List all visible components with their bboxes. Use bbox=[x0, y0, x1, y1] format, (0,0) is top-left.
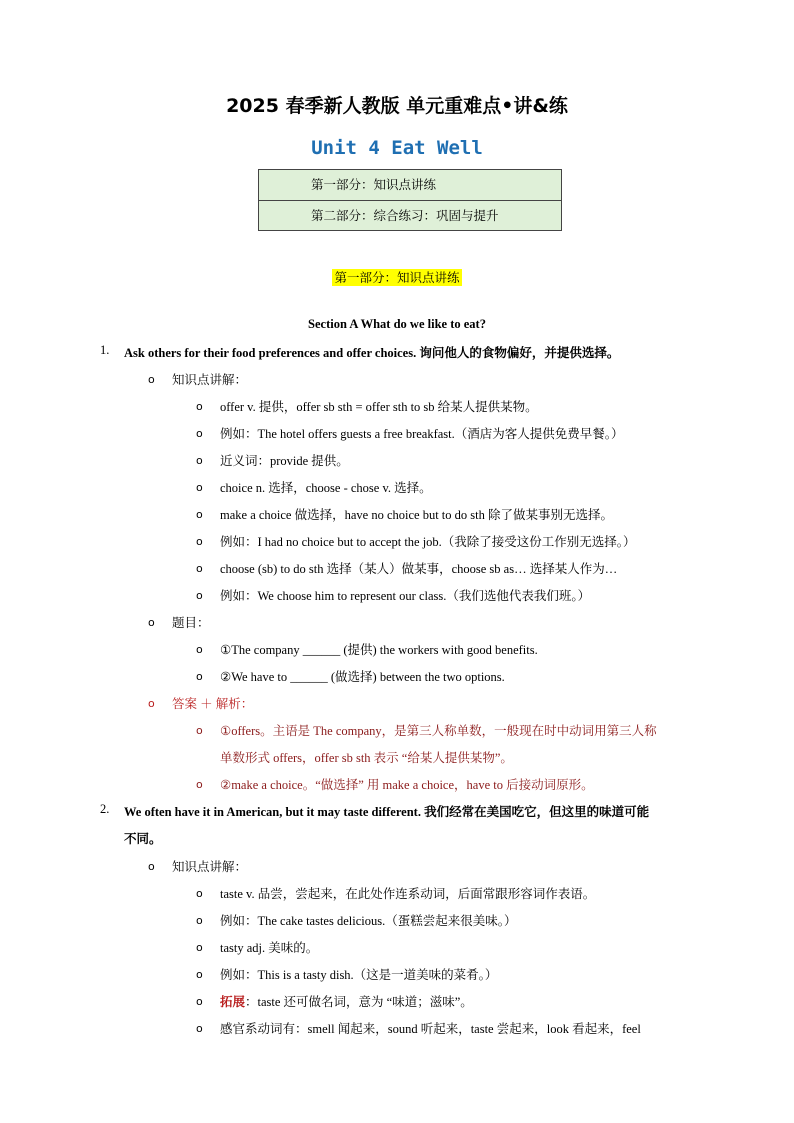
item2-point: 例如：This is a tasty dish.（这是一道美味的菜肴。） bbox=[220, 968, 498, 982]
item1-heading: Ask others for their food preferences and offer choices. 询问他人的食物偏好，并提供选择。 bbox=[124, 346, 620, 360]
part1-heading-text: 第一部分：知识点讲练 bbox=[334, 270, 460, 285]
item1-question: ②We have to ______ (做选择) between the two options. bbox=[220, 670, 505, 684]
item2-point: 感官系动词有：smell 闻起来，sound 听起来，taste 尝起来，look 看起来，feel bbox=[220, 1022, 641, 1036]
item1-answer: 单数形式 offers，offer sb sth 表示 “给某人提供某物”。 bbox=[220, 751, 513, 765]
item2-point: 例如：The cake tastes delicious.（蛋糕尝起来很美味。） bbox=[220, 914, 517, 928]
part1-heading bbox=[0, 268, 794, 286]
item2-extension bbox=[220, 992, 473, 1010]
unit-title: Unit 4 Eat Well bbox=[311, 137, 483, 159]
bullet-icon: o bbox=[196, 1022, 203, 1035]
item1-answer: ②make a choice。“做选择” 用 make a choice，have to 后接动词原形。 bbox=[220, 778, 594, 792]
bullet-icon: o bbox=[196, 535, 203, 548]
item1-point: offer v. 提供，offer sb sth = offer sth to sb 给某人提供某物。 bbox=[220, 400, 538, 414]
bullet-icon: o bbox=[196, 968, 203, 981]
section-a-title: Section A What do we like to eat? bbox=[308, 317, 486, 331]
item1-number: 1. bbox=[100, 343, 110, 357]
item2-heading-cont: 不同。 bbox=[124, 832, 162, 846]
item1-answer: ①offers。主语是 The company，是第三人称单数，一般现在时中动词用第三人称 bbox=[220, 724, 657, 738]
item1-point: make a choice 做选择，have no choice but to do sth 除了做某事别无选择。 bbox=[220, 508, 613, 522]
extension-label: 拓展 bbox=[220, 995, 246, 1009]
document-title: 2025 春季新人教版 单元重难点•讲&练 bbox=[226, 95, 568, 117]
bullet-icon: o bbox=[148, 616, 155, 629]
item2-point: taste v. 品尝，尝起来，在此处作连系动词，后面常跟形容词作表语。 bbox=[220, 887, 596, 901]
item1-point: 近义词：provide 提供。 bbox=[220, 454, 349, 468]
bullet-icon: o bbox=[196, 643, 203, 656]
bullet-icon: o bbox=[196, 562, 203, 575]
item1-question-label: 题目： bbox=[172, 616, 210, 630]
bullet-icon: o bbox=[196, 589, 203, 602]
item1-point: 例如：The hotel offers guests a free breakfast.（酒店为客人提供免费早餐。） bbox=[220, 427, 624, 441]
bullet-icon: o bbox=[148, 697, 155, 710]
item2-number: 2. bbox=[100, 802, 110, 816]
bullet-icon: o bbox=[196, 508, 203, 521]
bullet-icon: o bbox=[196, 941, 203, 954]
item1-knowledge-label: 知识点讲解： bbox=[172, 373, 248, 387]
bullet-icon: o bbox=[196, 995, 203, 1008]
bullet-icon: o bbox=[196, 481, 203, 494]
bullet-icon: o bbox=[196, 887, 203, 900]
bullet-icon: o bbox=[196, 427, 203, 440]
bullet-icon: o bbox=[196, 670, 203, 683]
item1-point: 例如：I had no choice but to accept the job.（我除了接受这份工作别无选择。） bbox=[220, 535, 636, 549]
item1-answer-label: 答案 ＋ 解析： bbox=[172, 697, 254, 711]
bullet-icon: o bbox=[148, 373, 155, 386]
toc-part1: 第一部分：知识点讲练 bbox=[259, 170, 561, 200]
extension-text: ：taste 还可做名词，意为 “味道；滋味”。 bbox=[245, 995, 473, 1009]
bullet-icon: o bbox=[196, 724, 203, 737]
bullet-icon: o bbox=[196, 454, 203, 467]
item2-heading: We often have it in American, but it may taste different. 我们经常在美国吃它，但这里的味道可能 bbox=[124, 805, 650, 819]
table-of-contents bbox=[258, 169, 562, 231]
bullet-icon: o bbox=[196, 400, 203, 413]
item2-knowledge-label: 知识点讲解： bbox=[172, 860, 248, 874]
bullet-icon: o bbox=[196, 914, 203, 927]
item1-point: 例如：We choose him to represent our class.（我们选他代表我们班。） bbox=[220, 589, 591, 603]
toc-part2: 第二部分：综合练习：巩固与提升 bbox=[259, 200, 561, 230]
bullet-icon: o bbox=[148, 860, 155, 873]
item1-point: choice n. 选择，choose - chose v. 选择。 bbox=[220, 481, 432, 495]
item2-point: tasty adj. 美味的。 bbox=[220, 941, 319, 955]
bullet-icon: o bbox=[196, 778, 203, 791]
item1-question: ①The company ______ (提供) the workers with good benefits. bbox=[220, 643, 538, 657]
item1-point: choose (sb) to do sth 选择（某人）做某事，choose sb as… 选择某人作为… bbox=[220, 562, 618, 576]
